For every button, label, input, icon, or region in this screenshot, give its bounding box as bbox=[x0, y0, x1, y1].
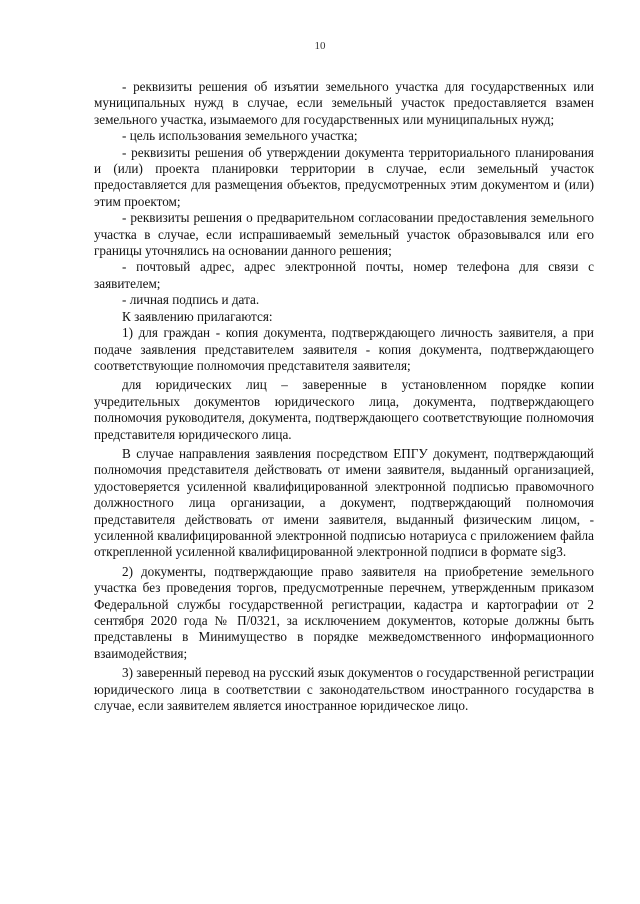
document-body bbox=[94, 79, 594, 714]
paragraph-preliminary-approval: - реквизиты решения о предварительном согласовании предоставления земельного участка в случае, если испрашиваемый земельный участок образовывался или его границы уточнялись на основании данного решения; bbox=[94, 210, 594, 259]
paragraph-land-use-purpose: - цель использования земельного участка; bbox=[122, 128, 358, 144]
paragraph-attachments-heading: К заявлению прилагаются: bbox=[122, 308, 273, 324]
paragraph-land-rights-documents: 2) документы, подтверждающие право заявителя на приобретение земельного участка без проведения торгов, предусмотренные перечнем, утвержденным приказом Федеральной службы государственной регистрации, кадастра и картографии от 2 сентября 2020 года № П/0321, за исключением документов, которые должны быть представлены в Минимущество в порядке межведомственного информационного взаимодействия; bbox=[94, 563, 594, 661]
paragraph-foreign-entity-translation: 3) заверенный перевод на русский язык документов о государственной регистрации юридического лица в соответствии с законодательством иностранного государства в случае, если заявителем является иностранное юридическое лицо. bbox=[94, 665, 594, 714]
paragraph-epgu-submission: В случае направления заявления посредством ЕПГУ документ, подтверждающий полномочия представителя действовать от имени заявителя, выданный организацией, удостоверяется усиленной квалифицированной электронной подписью правомочного должностного лица организации, а документ, подтверждающий полномочия представителя действовать от имени заявителя, выданный физическим лицом, - усиленной квалифицированной электронной подписью нотариуса с приложением файла открепленной усиленной квалифицированной электронной подписи в формате sig3. bbox=[94, 445, 594, 560]
paragraph-legal-entities-documents: для юридических лиц – заверенные в установленном порядке копии учредительных документов юридического лица, документа, подтверждающего полномочия руководителя, документа, подтверждающего соответствующие полномочия представителя юридического лица. bbox=[94, 377, 594, 442]
paragraph-contact-details: - почтовый адрес, адрес электронной почты, номер телефона для связи с заявителем; bbox=[94, 259, 594, 291]
paragraph-citizens-documents: 1) для граждан - копия документа, подтверждающего личность заявителя, а при подаче заявления представителем заявителя - копия документа, подтверждающего соответствующие полномочия представителя заявителя; bbox=[94, 325, 594, 373]
paragraph-planning-decision: - реквизиты решения об утверждении документа территориального планирования и (или) проекта планировки территории в случае, если земельный участок предоставляется для размещения объектов, предусмотренных этим документом и (или) этим проектом; bbox=[94, 144, 594, 209]
paragraph-signature-date: - личная подпись и дата. bbox=[122, 292, 260, 308]
page-number: 10 bbox=[314, 40, 326, 52]
paragraph-seizure-decision: - реквизиты решения об изъятии земельного участка для государственных или муниципальных нужд в случае, если земельный участок предоставляется взамен земельного участка, изымаемого для государственных или муниципальных нужд; bbox=[94, 79, 594, 127]
